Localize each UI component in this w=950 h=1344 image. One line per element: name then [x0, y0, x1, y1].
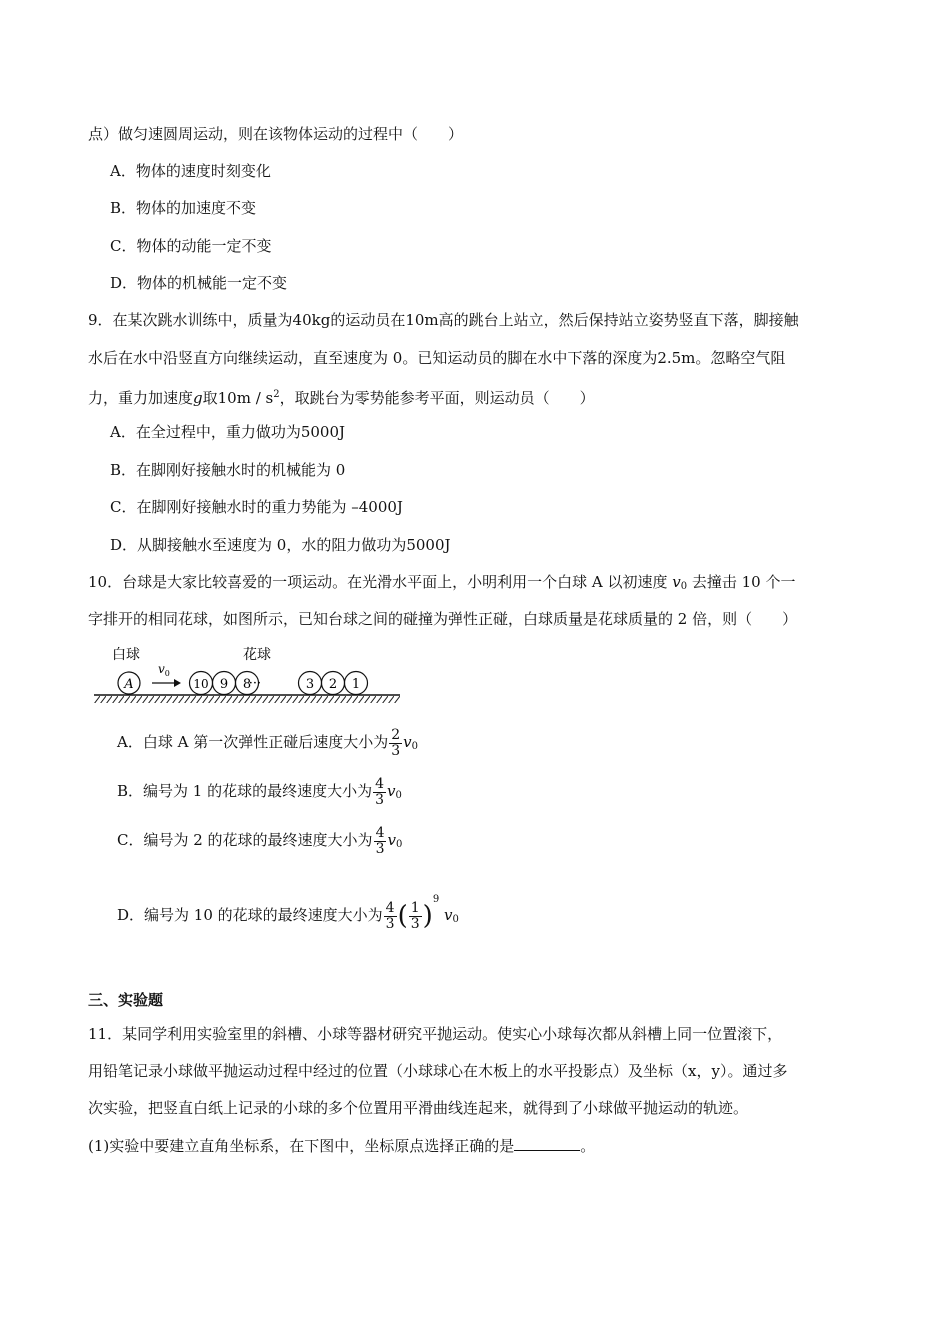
q9-text-a: 力，重力加速度 [88, 389, 194, 407]
q11-stem-line3: 次实验，把竖直白纸上记录的小球的多个位置用平滑曲线连起来，就得到了小球做平抛运动的轨迹。 [88, 1099, 749, 1117]
object-balls-label: 花球 [243, 647, 271, 663]
q9-stem-line1: 9．在某次跳水训练中，质量为40kg的运动员在10m高的跳台上站立，然后保持站立姿势竖直下落，脚接触 [88, 311, 799, 329]
balls-ellipsis: ··· [248, 676, 262, 691]
object-ball-number-2: 2 [328, 677, 338, 692]
table-hatching [94, 696, 400, 703]
q9-stem-line2: 水后在水中沿竖直方向继续运动，直至速度为 0。已知运动员的脚在水中下落的深度为2.5m。忽略空气阻 [88, 349, 786, 367]
fraction-d-inner: $\frac{1}{3}$ [410, 899, 420, 932]
q9-text-b: 取10m / s [202, 389, 274, 407]
velocity-arrow-head [174, 679, 181, 687]
q9-option-b: B．在脚刚好接触水时的机械能为 0 [110, 461, 346, 479]
q11-stem-line1: 11．某同学利用实验室里的斜槽、小球等器材研究平抛运动。使实心小球每次都从斜槽上同一位置滚下， [88, 1025, 783, 1043]
section-heading-experiment: 三、实验题 [88, 991, 164, 1009]
q10-stem-line1 [88, 572, 796, 597]
q8-stem: 点）做匀速圆周运动，则在该物体运动的过程中（ ） [88, 125, 464, 143]
object-balls-right [299, 672, 368, 695]
cue-ball-label: 白球 [112, 647, 140, 663]
object-ball-number-3: 3 [305, 677, 315, 692]
q10-velocity: $v_0$ [672, 573, 688, 592]
exponent-d: 9 [432, 894, 440, 905]
q8-option-b: B．物体的加速度不变 [110, 199, 257, 217]
cue-ball-letter: A [124, 677, 134, 692]
fraction-b: $\frac{4}{3}$ [375, 775, 385, 808]
q11-subquestion-1: (1)实验中要建立直角坐标系，在下图中，坐标原点选择正确的是 。 [88, 1137, 596, 1155]
q11-stem-line2: 用铅笔记录小球做平抛运动过程中经过的位置（小球球心在木板上的水平投影点）及坐标（x，y）。通过多 [88, 1062, 788, 1080]
q10-text-a: 10．台球是大家比较喜爱的一项运动。在光滑水平面上，小明利用一个白球 A 以初速度 [88, 573, 673, 591]
q9-option-a: A．在全过程中，重力做功为5000J [110, 423, 346, 441]
fraction-a: $\frac{2}{3}$ [391, 726, 401, 759]
q8-option-a: A．物体的速度时刻变化 [110, 162, 271, 180]
q9-text-c: ，取跳台为零势能参考平面，则运动员（ ） [279, 389, 595, 407]
gravity-symbol: g [193, 389, 203, 407]
object-ball-number-1: 1 [351, 677, 361, 692]
q9-option-d: D．从脚接触水至速度为 0，水的阻力做功为5000J [110, 536, 451, 554]
q8-option-d: D．物体的机械能一定不变 [110, 274, 288, 292]
q10-option-a: A．白球 A 第一次弹性正碰后速度大小为 $\frac{2}{3}$ $v_0$ [117, 726, 418, 759]
q9-exponent: 2 [273, 389, 280, 400]
q10-stem-line2: 字排开的相同花球，如图所示，已知台球之间的碰撞为弹性正碰，白球质量是花球质量的 2 倍，则（ ） [88, 610, 798, 628]
answer-blank[interactable] [514, 1136, 580, 1151]
object-ball-number-10: 10 [193, 677, 209, 691]
velocity-label: $v_0$ [158, 662, 170, 678]
object-ball-number-8: 8 [242, 677, 252, 692]
q10-option-d: D．编号为 10 的花球的最终速度大小为 $\frac{4}{3}$ ( $\frac{1}{3}$ )$^9$ $v_0$ [117, 894, 459, 932]
q10-option-b: B．编号为 1 的花球的最终速度大小为 $\frac{4}{3}$ $v_0$ [117, 775, 402, 808]
q10-option-c: C．编号为 2 的花球的最终速度大小为 $\frac{4}{3}$ $v_0$ [117, 824, 403, 857]
object-ball-number-9: 9 [219, 677, 229, 692]
billiard-figure [88, 640, 408, 710]
q9-stem-line3 [88, 385, 595, 408]
q10-text-b: 去撞击 10 个一 [687, 573, 796, 591]
q8-option-c: C．物体的动能一定不变 [110, 237, 272, 255]
fraction-c: $\frac{4}{3}$ [375, 824, 385, 857]
fraction-d: $\frac{4}{3}$ [385, 899, 395, 932]
q9-option-c: C．在脚刚好接触水时的重力势能为 –4000J [110, 498, 403, 516]
